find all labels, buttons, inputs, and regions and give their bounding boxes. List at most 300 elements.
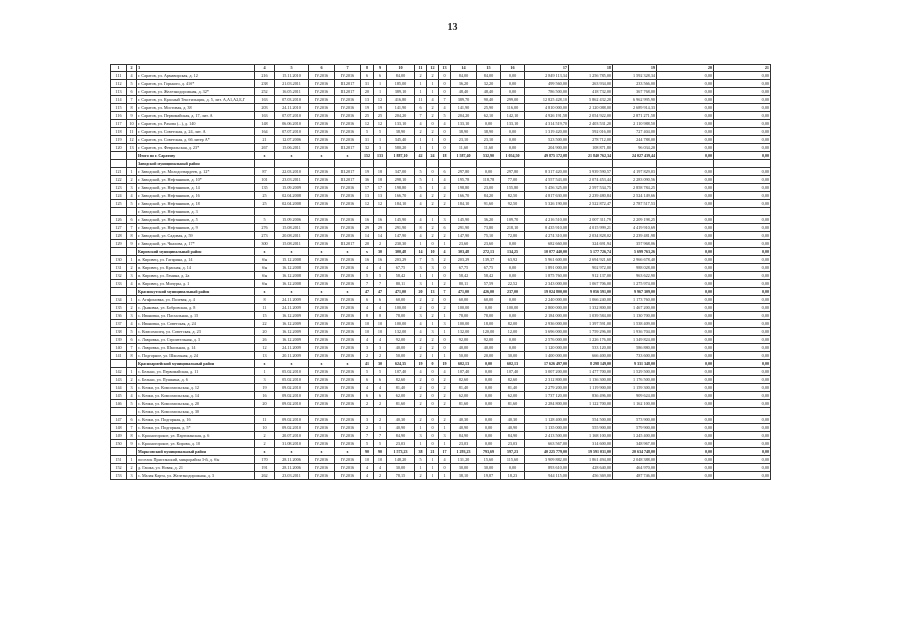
- table-cell: 20: [657, 65, 714, 72]
- table-cell: 0,00: [714, 240, 771, 248]
- table-cell: 586 880,00: [613, 344, 657, 352]
- table-cell: 25,90: [477, 104, 501, 112]
- table-cell: 16.12.2008: [275, 272, 309, 280]
- table-cell: 9 967 309,00: [613, 288, 657, 296]
- table-row: [111, 216, 771, 224]
- table-cell: 7: [374, 280, 387, 288]
- table-cell: 90,40: [477, 96, 501, 104]
- table-cell: 5: [361, 272, 374, 280]
- table-cell: б/н: [255, 264, 275, 272]
- table-cell: [525, 160, 569, 168]
- table-cell: 2 858 784,25: [613, 184, 657, 192]
- table-cell: 2: [439, 304, 451, 312]
- table-cell: 12: [361, 120, 374, 128]
- table-cell: 2: [427, 192, 439, 200]
- table-cell: 0,00: [714, 320, 771, 328]
- table-cell: 111: [111, 72, 127, 80]
- table-cell: 42: [415, 152, 427, 160]
- table-cell: 5 961 600,00: [525, 256, 569, 264]
- address-cell: с. Красногорское, ул. Кирова, д. 10: [137, 440, 255, 448]
- table-cell: [275, 408, 309, 416]
- table-cell: 4: [415, 216, 427, 224]
- table-cell: 1: [127, 296, 137, 304]
- address-cell: Краснокутский муниципальный район: [137, 288, 255, 296]
- table-cell: 13: [255, 352, 275, 360]
- table-cell: IV.2016: [335, 96, 361, 104]
- table-cell: [714, 208, 771, 216]
- table-cell: 77,00: [501, 176, 525, 184]
- table-cell: 17: [439, 448, 451, 456]
- table-cell: [501, 408, 525, 416]
- address-cell: г. Заводской, ул. Нефтяников, д. 14: [137, 184, 255, 192]
- table-cell: 1 122 700,00: [569, 400, 613, 408]
- table-cell: 18: [374, 176, 387, 184]
- table-cell: 912 137,00: [569, 272, 613, 280]
- table-cell: 893 610,00: [525, 464, 569, 472]
- table-cell: 2 524 149,66: [613, 192, 657, 200]
- table-cell: 2: [439, 392, 451, 400]
- table-cell: 1 173 760,00: [613, 296, 657, 304]
- table-cell: 20.11.2009: [275, 352, 309, 360]
- table-cell: IV.2016: [309, 184, 335, 192]
- table-cell: 2 800 000,00: [525, 304, 569, 312]
- table-cell: 2: [439, 280, 451, 288]
- table-cell: 92,00: [477, 336, 501, 344]
- table-cell: 134,25: [501, 248, 525, 256]
- table-cell: 31: [361, 80, 374, 88]
- table-cell: 166,70: [451, 192, 477, 200]
- table-cell: 13: [427, 288, 439, 296]
- table-cell: 2: [439, 192, 451, 200]
- table-cell: 5: [427, 256, 439, 264]
- table-cell: 0,00: [657, 424, 714, 432]
- address-cell: г. Саратов, ул. Советская, д. 24, лит. А: [137, 128, 255, 136]
- table-cell: 2 054 922,00: [569, 112, 613, 120]
- table-cell: x: [275, 248, 309, 256]
- table-cell: 2 849 113,34: [525, 72, 569, 80]
- table-cell: IV.2016: [309, 336, 335, 344]
- table-cell: 204,20: [387, 112, 415, 120]
- table-cell: 5: [127, 80, 137, 88]
- table-cell: 40,30: [501, 416, 525, 424]
- table-cell: 0,00: [714, 448, 771, 456]
- address-cell: г. Саратов, ул. Февральская, д. 23*: [137, 144, 255, 152]
- table-cell: 1: [427, 472, 439, 480]
- table-cell: [477, 208, 501, 216]
- table-cell: 07.03.2010: [275, 96, 309, 104]
- table-cell: 6: [439, 224, 451, 232]
- table-cell: 3: [127, 472, 137, 480]
- table-cell: 0,00: [657, 192, 714, 200]
- table-cell: 0: [427, 240, 439, 248]
- table-cell: x: [309, 288, 335, 296]
- table-cell: 2: [361, 424, 374, 432]
- table-cell: 0,00: [657, 416, 714, 424]
- table-cell: 4: [415, 328, 427, 336]
- table-row: [111, 184, 771, 192]
- table-cell: 663 567,00: [525, 440, 569, 448]
- table-cell: 11: [415, 96, 427, 104]
- table-cell: 12: [374, 96, 387, 104]
- table-cell: 142: [111, 368, 127, 376]
- table-cell: 0,00: [714, 112, 771, 120]
- table-cell: 3: [127, 272, 137, 280]
- table-cell: 3: [439, 320, 451, 328]
- table-row: [111, 344, 771, 352]
- table-cell: 2 184 000,00: [525, 312, 569, 320]
- table-cell: 100,00: [387, 304, 415, 312]
- table-cell: [127, 360, 137, 368]
- table-cell: 4: [374, 264, 387, 272]
- table-cell: 20: [361, 88, 374, 96]
- table-cell: 5: [275, 65, 309, 72]
- address-cell: с. Комсомолец, ул. Советская, д. 23: [137, 328, 255, 336]
- table-cell: 24.11.2009: [275, 344, 309, 352]
- table-cell: 1 226 176,00: [569, 336, 613, 344]
- table-cell: IV.2016: [309, 168, 335, 176]
- table-cell: 21: [714, 65, 771, 72]
- table-cell: 0,00: [501, 312, 525, 320]
- table-cell: 8: [127, 432, 137, 440]
- table-cell: 2 689 914,33: [613, 104, 657, 112]
- table-cell: [427, 160, 439, 168]
- table-cell: 2: [439, 256, 451, 264]
- table-cell: 80,11: [387, 280, 415, 288]
- table-cell: [525, 408, 569, 416]
- table-cell: 100,00: [451, 320, 477, 328]
- table-cell: 7: [374, 432, 387, 440]
- table-cell: 108 871,80: [569, 144, 613, 152]
- table-cell: 148,20: [387, 456, 415, 464]
- data-table: [110, 64, 771, 480]
- table-cell: 244 788,00: [613, 136, 657, 144]
- table-cell: 1 529 500,00: [613, 368, 657, 376]
- table-cell: 2 403 531,20: [569, 120, 613, 128]
- table-cell: 11,60: [451, 144, 477, 152]
- table-cell: 4 274 310,00: [525, 232, 569, 240]
- table-cell: IV.2016: [309, 224, 335, 232]
- table-cell: 132,00: [451, 328, 477, 336]
- table-cell: 20.07.2010: [275, 432, 309, 440]
- table-cell: IV.2016: [309, 328, 335, 336]
- table-cell: [111, 288, 127, 296]
- table-cell: 30,00: [387, 464, 415, 472]
- table-cell: [451, 408, 477, 416]
- table-cell: IV.2016: [335, 400, 361, 408]
- table-cell: 100,00: [501, 304, 525, 312]
- table-cell: 134: [111, 296, 127, 304]
- table-cell: III.2017: [335, 80, 361, 88]
- table-cell: 963 622,90: [613, 272, 657, 280]
- table-cell: x: [255, 448, 275, 456]
- table-cell: 8 317 420,00: [525, 168, 569, 176]
- table-cell: б/н: [255, 280, 275, 288]
- table-cell: 0,00: [657, 104, 714, 112]
- table-cell: 0: [439, 296, 451, 304]
- table-cell: IV.2016: [309, 176, 335, 184]
- table-cell: 1 737 120,00: [525, 392, 569, 400]
- table-cell: 1: [439, 472, 451, 480]
- table-cell: 23,03: [501, 440, 525, 448]
- table-cell: 0,00: [714, 440, 771, 448]
- table-cell: 0,00: [501, 88, 525, 96]
- table-cell: 4: [415, 120, 427, 128]
- table-cell: IV.2016: [335, 424, 361, 432]
- address-cell: г. Заводской, ул. Чкалова, д. 17*: [137, 240, 255, 248]
- address-cell: с. Малая Карта, ул. Железнодорожная, д. 3: [137, 472, 255, 480]
- table-cell: IV.2016: [335, 120, 361, 128]
- table-cell: 389,10: [387, 88, 415, 96]
- table-cell: 133,10: [501, 120, 525, 128]
- table-cell: 4: [439, 120, 451, 128]
- table-cell: 148: [255, 120, 275, 128]
- table-cell: IV.2016: [309, 464, 335, 472]
- table-cell: 81,60: [451, 400, 477, 408]
- table-cell: 132: [111, 272, 127, 280]
- table-cell: 0,00: [657, 136, 714, 144]
- table-cell: 580,20: [387, 144, 415, 152]
- table-cell: 428 640,00: [569, 464, 613, 472]
- table-cell: 4: [374, 304, 387, 312]
- table-cell: 0,00: [477, 360, 501, 368]
- table-cell: 1 067 706,00: [569, 280, 613, 288]
- table-cell: IV.2016: [335, 72, 361, 80]
- table-cell: 0,00: [657, 304, 714, 312]
- table-cell: 1: [127, 168, 137, 176]
- table-cell: 303,48: [451, 248, 477, 256]
- address-cell: Итого по г. Саратову: [137, 152, 255, 160]
- table-cell: 0,00: [714, 96, 771, 104]
- table-cell: 67,75: [477, 264, 501, 272]
- table-cell: 4: [439, 248, 451, 256]
- table-cell: IV.2016: [309, 104, 335, 112]
- table-cell: 0,00: [714, 184, 771, 192]
- table-cell: 4 015 999,21: [569, 224, 613, 232]
- table-cell: 12: [255, 344, 275, 352]
- table-cell: IV.2016: [309, 472, 335, 480]
- table-cell: 1 256 785,00: [569, 72, 613, 80]
- table-cell: 07.07.2010: [275, 112, 309, 120]
- table-cell: 22,52: [501, 280, 525, 288]
- table-cell: 602,13: [501, 360, 525, 368]
- table-row: [111, 280, 771, 288]
- table-cell: 131: [111, 264, 127, 272]
- address-cell: г. Заводской, ул. Садовая, д. 59: [137, 232, 255, 240]
- table-cell: 4: [127, 72, 137, 80]
- table-cell: 48,40: [451, 88, 477, 96]
- table-cell: 21 840 762,34: [569, 152, 613, 160]
- table-cell: 118,78: [477, 176, 501, 184]
- table-cell: 2: [415, 344, 427, 352]
- table-cell: 2: [439, 376, 451, 384]
- table-cell: IV.2016: [309, 312, 335, 320]
- table-cell: 81,60: [387, 400, 415, 408]
- table-cell: 1 136 300,00: [569, 376, 613, 384]
- table-cell: 8: [361, 312, 374, 320]
- table-cell: 0,00: [714, 296, 771, 304]
- table-cell: [657, 408, 714, 416]
- table-cell: 0,00: [657, 384, 714, 392]
- table-cell: 78,00: [387, 312, 415, 320]
- table-cell: 2 871 271,58: [613, 112, 657, 120]
- table-cell: [374, 208, 387, 216]
- table-cell: [361, 208, 374, 216]
- table-cell: 20: [361, 240, 374, 248]
- table-cell: x: [309, 248, 335, 256]
- table-cell: 4: [415, 200, 427, 208]
- table-cell: 2: [415, 376, 427, 384]
- table-cell: 15.11.2010: [275, 72, 309, 80]
- address-cell: г. Саратов, ул. Красный Текстильщик, д. 5, лит. А,А1,А2,Б,Г: [137, 96, 255, 104]
- table-cell: б/н: [255, 272, 275, 280]
- table-cell: 152: [361, 152, 374, 160]
- table-cell: 23,10: [451, 136, 477, 144]
- table-cell: 0,00: [657, 88, 714, 96]
- table-cell: 0,00: [714, 368, 771, 376]
- table-cell: 4 314 519,70: [525, 120, 569, 128]
- table-cell: III.2017: [335, 168, 361, 176]
- table-cell: 555 900,00: [569, 424, 613, 432]
- table-cell: 31.08.2010: [275, 440, 309, 448]
- address-cell: с. Красногорское, ул. Партизанская, д. 6: [137, 432, 255, 440]
- table-cell: 2: [127, 176, 137, 184]
- table-cell: 2 239 481,98: [613, 232, 657, 240]
- table-cell: 237,00: [501, 288, 525, 296]
- table-cell: 4: [374, 384, 387, 392]
- table-cell: 87: [255, 168, 275, 176]
- table-cell: 10: [361, 320, 374, 328]
- table-cell: x: [255, 152, 275, 160]
- table-cell: x: [309, 360, 335, 368]
- table-cell: 84,90: [387, 432, 415, 440]
- table-cell: 16: [361, 256, 374, 264]
- table-cell: 40,30: [387, 416, 415, 424]
- table-cell: [477, 408, 501, 416]
- table-cell: [657, 160, 714, 168]
- table-cell: IV.2016: [309, 232, 335, 240]
- table-cell: 7: [335, 65, 361, 72]
- table-cell: 24.11.2009: [275, 304, 309, 312]
- table-cell: 0,00: [714, 120, 771, 128]
- address-cell: г. Саратов, ул. Железнодорожная, д. 32*: [137, 88, 255, 96]
- table-cell: 13: [374, 192, 387, 200]
- table-cell: 1: [427, 80, 439, 88]
- table-cell: 682 660,00: [525, 240, 569, 248]
- table-cell: 2 239 480,84: [569, 192, 613, 200]
- table-cell: 573 900,00: [613, 416, 657, 424]
- table-cell: 6: [361, 392, 374, 400]
- table-cell: 31: [361, 136, 374, 144]
- table-cell: 80,11: [451, 280, 477, 288]
- table-cell: 2: [427, 336, 439, 344]
- table-row: [111, 432, 771, 440]
- address-cell: с. Кочки, ул. Комсомольская, д. 20: [137, 400, 255, 408]
- table-cell: 2: [374, 240, 387, 248]
- table-cell: 2 522 872,47: [569, 200, 613, 208]
- table-cell: [569, 208, 613, 216]
- table-cell: 1: [439, 424, 451, 432]
- table-cell: 1 891 000,00: [525, 264, 569, 272]
- table-cell: 09.02.2010: [275, 400, 309, 408]
- table-row: [111, 144, 771, 152]
- table-cell: 0,00: [657, 248, 714, 256]
- table-cell: 62,00: [387, 392, 415, 400]
- table-row: [111, 128, 771, 136]
- table-cell: 1: [374, 88, 387, 96]
- table-cell: 4 419 910,69: [613, 224, 657, 232]
- table-cell: 5 699 763,26: [613, 248, 657, 256]
- table-cell: 0,00: [501, 344, 525, 352]
- table-cell: 62,00: [451, 392, 477, 400]
- table-cell: 90: [361, 448, 374, 456]
- table-cell: 0,00: [657, 184, 714, 192]
- table-cell: 2: [374, 416, 387, 424]
- table-cell: 84,00: [387, 72, 415, 80]
- table-cell: 3: [415, 312, 427, 320]
- table-cell: 19: [374, 104, 387, 112]
- table-cell: 115: [111, 104, 127, 112]
- table-cell: 23,60: [477, 240, 501, 248]
- table-cell: 418 732,00: [569, 88, 613, 96]
- address-cell: г. Заводской, ул. Нефтяников, д. 18: [137, 200, 255, 208]
- table-cell: 3: [439, 216, 451, 224]
- address-cell: с. Агафоновка, ул. Полевая, д. 4: [137, 296, 255, 304]
- table-cell: 15.06.2011: [275, 144, 309, 152]
- table-cell: 532,90: [477, 152, 501, 160]
- table-cell: 164: [255, 128, 275, 136]
- table-cell: 5: [415, 176, 427, 184]
- table-cell: 1 573,23: [387, 448, 415, 456]
- table-cell: 0,00: [657, 224, 714, 232]
- table-cell: 139: [111, 336, 127, 344]
- table-cell: 592 016,00: [569, 128, 613, 136]
- address-cell: с. Кочки, ул. Комсомольская, д. 14: [137, 392, 255, 400]
- table-cell: 0,00: [477, 120, 501, 128]
- table-cell: 21: [255, 136, 275, 144]
- table-cell: 7: [127, 96, 137, 104]
- table-cell: б/н: [255, 256, 275, 264]
- table-cell: 38,90: [477, 128, 501, 136]
- table-cell: 0,00: [501, 464, 525, 472]
- table-cell: IV.2016: [335, 344, 361, 352]
- table-cell: IV.2016: [335, 376, 361, 384]
- table-cell: 40 225 779,00: [525, 448, 569, 456]
- table-cell: 1 128 400,00: [525, 416, 569, 424]
- table-cell: 40,00: [451, 344, 477, 352]
- table-cell: 2 284 800,00: [525, 400, 569, 408]
- table-cell: 1 349 824,00: [613, 336, 657, 344]
- table-cell: 2 936 000,00: [525, 320, 569, 328]
- table-cell: 0,00: [714, 328, 771, 336]
- table-cell: 0: [439, 72, 451, 80]
- table-cell: 126: [111, 216, 127, 224]
- table-cell: 1: [427, 272, 439, 280]
- table-cell: 50,00: [451, 352, 477, 360]
- table-row: [111, 264, 771, 272]
- table-cell: 15.12.2008: [275, 256, 309, 264]
- table-cell: 0,00: [657, 472, 714, 480]
- table-cell: 4: [361, 464, 374, 472]
- table-cell: 19 591 031,00: [569, 448, 613, 456]
- table-cell: 90: [374, 448, 387, 456]
- table-cell: 1: [427, 144, 439, 152]
- table-cell: 0,00: [657, 128, 714, 136]
- table-cell: 1 159 300,00: [613, 384, 657, 392]
- table-cell: 155,80: [501, 184, 525, 192]
- table-cell: 426,00: [477, 288, 501, 296]
- table-cell: 16: [501, 65, 525, 72]
- table-cell: IV.2016: [309, 376, 335, 384]
